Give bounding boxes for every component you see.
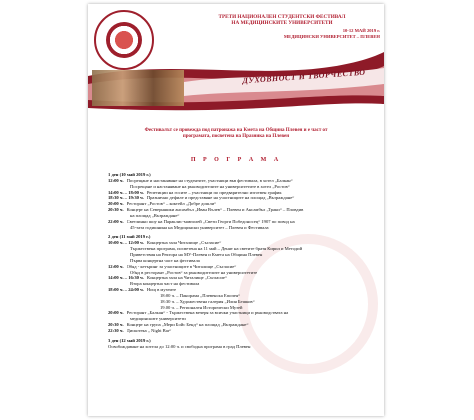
schedule-time: 18:00 ч. – 24:00 ч. (108, 287, 144, 293)
festival-motto: ДУХОВНОСТ И ТВОРЧЕСТВО (242, 67, 366, 86)
schedule-text: Приветствия на Ректора на МУ-Плевен и Кмета на Община Плевен (130, 251, 263, 257)
schedule-text: Концерт на група „Мери Бойс Бенд“ на площад „Възраждане“ (126, 322, 249, 328)
schedule-time: 22:00 ч. (108, 218, 124, 224)
festival-title: ТРЕТИ НАЦИОНАЛЕН СТУДЕНТСКИ ФЕСТИВАЛ НА МЕДИЦИНСКИТЕ УНИВЕРСИТЕТИ (218, 14, 346, 27)
schedule-time: 14:00 ч. – 16:30 ч. (108, 275, 144, 281)
schedule-list (108, 172, 368, 349)
schedule-text: 19.00 ч. – Регионален Исторически Музей (160, 304, 243, 310)
day-heading: 2 ден (11 май 2019 г.) (108, 234, 151, 240)
schedule-time: 22:30 ч. (108, 327, 124, 333)
schedule-text: Празнично дефиле и представяне на участниците на площад „Възраждане“ (146, 195, 295, 201)
festival-dates: 10-12 МАЙ 2019 г. МЕДИЦИНСКИ УНИВЕРСИТЕТ – ПЛЕВЕН (283, 28, 380, 39)
schedule-time: 20:30 ч. (108, 322, 124, 328)
schedule-text: на площад „Възраждане“ (130, 212, 180, 218)
schedule-text: Ресторант „Балкан“ - Тържествена вечеря за всички участници и ръководствата на (126, 310, 289, 316)
schedule-text: Концертна зала на Читалище „Съгласие“ (146, 275, 227, 281)
schedule-text: Нощ в музеите (146, 287, 176, 293)
schedule-text: Обяд - кетъринг за участниците в Читалище „Съгласие“ (126, 263, 237, 269)
schedule-time: 12:00 ч. (108, 177, 124, 183)
schedule-time: 20:00 ч. (108, 201, 124, 207)
patronage-notice: Фестивалът се провежда под патронажа на Кмета на Община Плевен и е част от програмата, посветена на Празника на Плевен (144, 128, 328, 140)
schedule-time: 14:00 ч. – 18:00 ч. (108, 189, 144, 195)
schedule-text: Ресторант „Ростов“ – коктейл „Добре дошли“ (126, 201, 217, 207)
schedule-text: Обяд в ресторант „Ростов“ за ръководителите на университетите (130, 269, 258, 275)
schedule-text: медицинските университети (130, 316, 186, 322)
schedule-text: Светлинно шоу на Параклис-мавзолей „Свети Георги Победоносец“ 1907 по повод на (126, 218, 295, 224)
schedule-text: Посрещане и настаняване на студентите, участници във фестивала, в хотел „Балкан“ (126, 177, 293, 183)
schedule-item (108, 344, 368, 350)
schedule-text: 18:30 ч. – Художествена галерия „Илия Бешков“ (160, 298, 255, 304)
schedule-item (108, 225, 368, 231)
schedule-time: 18:30 ч. – 19:30 ч. (108, 195, 144, 201)
schedule-text: Посрещане и настаняване на ръководителите на университетите в хотел „Ростов“ (130, 183, 290, 189)
schedule-text: Дискотека „ Night Bar“ (126, 327, 172, 333)
day-heading: 1 ден (10 май 2019 г.) (108, 172, 151, 177)
schedule-time: 12:00 ч. (108, 263, 124, 269)
schedule-time: 20:00 ч. (108, 310, 124, 316)
schedule-text: 45-тата годишнина на Медицински университет – Плевен и Фестивала (130, 224, 269, 230)
schedule-time: 20:30 ч. (108, 207, 124, 213)
program-heading: П Р О Г Р А М А (190, 157, 282, 163)
schedule-time (108, 225, 130, 231)
schedule-text: 18:00 ч. – Панорама „Плевенска Епопея“ (160, 292, 241, 298)
schedule-text: Тържествена програма, посветена на 11 май – Денят на светите братя Кирил и Методий (130, 246, 303, 252)
schedule-text: Репетиции на госите – участници по предварително изготвен график (146, 189, 282, 195)
schedule-text: Освобождаване на хотела до 12:00 ч. и свободна програма в град Плевен (108, 343, 251, 349)
schedule-text: Концерт на Северняшки ансамбъл „Иван Вълев“ – Плевен и Ансамбъл „Траки“ – Пловдив (126, 207, 304, 213)
schedule-text: Първа концертна част на фестивала (130, 257, 200, 263)
day-heading: 3 ден (12 май 2019 г.) (108, 337, 151, 343)
document-page (88, 4, 384, 416)
schedule-item (108, 328, 368, 334)
schedule-time: 10:00 ч. – 12:00 ч. (108, 240, 144, 246)
festival-logo (94, 10, 154, 70)
schedule-text: Концертна зала Читалище „Съгласие“ (146, 240, 222, 246)
photo-strip (92, 70, 184, 106)
schedule-text: Втора концертна част на фестивала (130, 281, 200, 287)
